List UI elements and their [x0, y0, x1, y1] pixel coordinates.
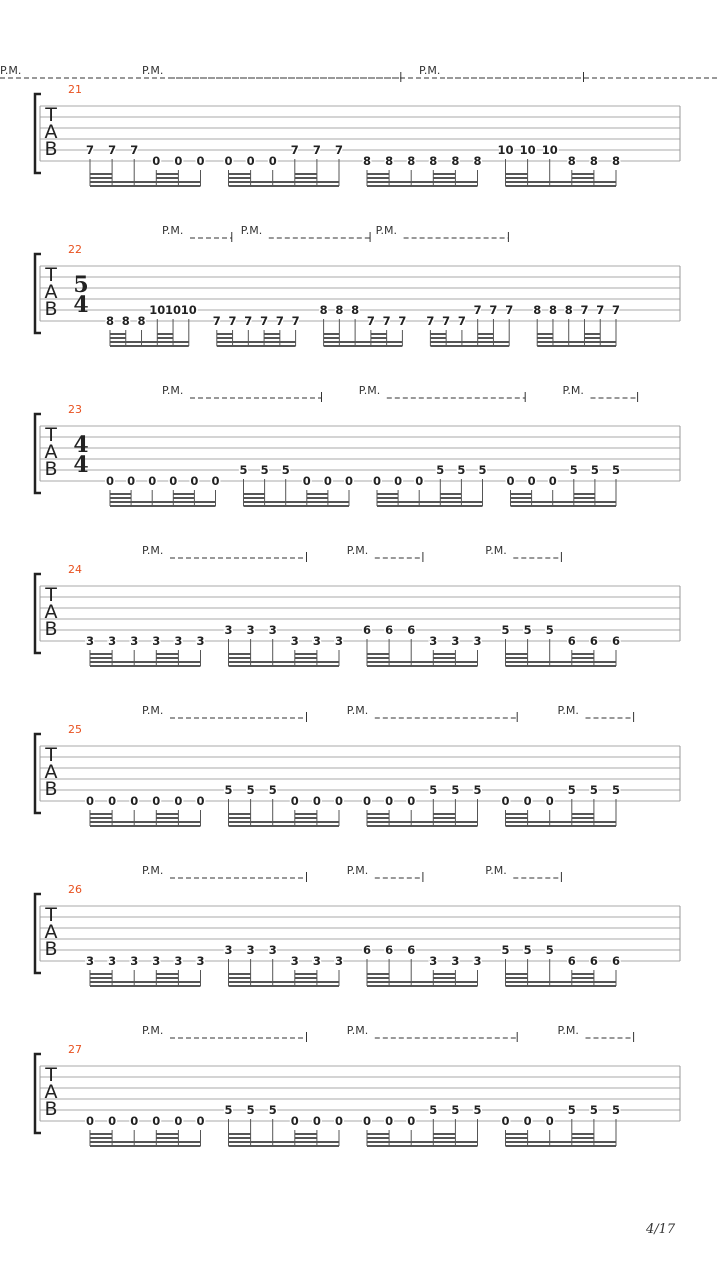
fret-number: 8 — [567, 154, 576, 168]
fret-number: 0 — [506, 474, 515, 488]
fret-number: 0 — [130, 794, 139, 808]
fret-number: 5 — [473, 783, 482, 797]
tab-system — [35, 864, 680, 986]
fret-number: 0 — [152, 1114, 161, 1128]
fret-number: 0 — [362, 794, 372, 808]
palm-mute-label: P.M. — [142, 1024, 164, 1037]
palm-mute-label: P.M. — [346, 1024, 369, 1037]
fret-number: 7 — [442, 314, 451, 328]
fret-number: 8 — [335, 303, 344, 317]
fret-number: 10 — [149, 303, 166, 317]
fret-number: 8 — [451, 154, 460, 168]
fret-number: 7 — [426, 314, 435, 328]
tab-system — [0, 64, 720, 186]
palm-mute-label: P.M. — [346, 864, 369, 877]
fret-number: 7 — [85, 143, 95, 157]
fret-number: 7 — [275, 314, 284, 328]
fret-number: 5 — [246, 1103, 255, 1117]
fret-number: 3 — [268, 623, 277, 637]
fret-number: 5 — [436, 463, 445, 477]
fret-number: 6 — [567, 954, 576, 968]
time-signature-bottom: 4 — [73, 292, 89, 318]
fret-number: 5 — [523, 623, 532, 637]
fret-number: 10 — [541, 143, 558, 157]
fret-number: 5 — [523, 943, 532, 957]
fret-number: 5 — [246, 783, 255, 797]
fret-number: 5 — [590, 463, 599, 477]
fret-number: 3 — [429, 634, 438, 648]
fret-number: 5 — [501, 943, 510, 957]
fret-number: 7 — [611, 303, 621, 317]
fret-number: 0 — [501, 1114, 510, 1128]
fret-number: 8 — [611, 154, 621, 168]
fret-number: 7 — [130, 143, 139, 157]
fret-number: 0 — [334, 1114, 344, 1128]
fret-number: 5 — [268, 1103, 277, 1117]
tab-clef-letter: A — [44, 121, 58, 143]
fret-number: 0 — [545, 794, 554, 808]
fret-number: 3 — [85, 634, 95, 648]
fret-number: 0 — [523, 794, 532, 808]
fret-number: 0 — [312, 1114, 321, 1128]
fret-number: 0 — [344, 474, 354, 488]
measure-number: 22 — [68, 243, 82, 256]
fret-number: 3 — [108, 634, 117, 648]
palm-mute-label: P.M. — [419, 64, 441, 77]
measure-number: 21 — [68, 83, 82, 96]
fret-number: 7 — [457, 314, 466, 328]
fret-number: 0 — [523, 1114, 532, 1128]
fret-number: 7 — [382, 314, 391, 328]
palm-mute-label: P.M. — [142, 704, 164, 717]
fret-number: 5 — [611, 1103, 621, 1117]
fret-number: 0 — [385, 794, 394, 808]
fret-number: 3 — [196, 634, 205, 648]
fret-number: 3 — [108, 954, 117, 968]
fret-number: 0 — [302, 474, 311, 488]
fret-number: 8 — [548, 303, 557, 317]
fret-number: 6 — [385, 623, 394, 637]
fret-number: 0 — [108, 1114, 117, 1128]
fret-number: 7 — [228, 314, 237, 328]
tab-clef-letter: B — [44, 778, 58, 800]
fret-number: 0 — [268, 154, 277, 168]
tab-clef-letter: T — [45, 584, 57, 606]
fret-number: 5 — [224, 1103, 233, 1117]
fret-number: 7 — [473, 303, 482, 317]
fret-number: 5 — [260, 463, 269, 477]
fret-number: 5 — [611, 463, 621, 477]
fret-number: 0 — [127, 474, 136, 488]
fret-number: 8 — [137, 314, 146, 328]
fret-number: 8 — [589, 154, 598, 168]
fret-number: 10 — [497, 143, 514, 157]
time-signature-top: 4 — [73, 432, 89, 458]
fret-number: 3 — [312, 634, 321, 648]
fret-number: 6 — [567, 634, 576, 648]
fret-number: 3 — [174, 954, 183, 968]
palm-mute-label: P.M. — [358, 384, 381, 397]
fret-number: 3 — [224, 943, 233, 957]
fret-number: 7 — [312, 143, 321, 157]
fret-number: 8 — [105, 314, 115, 328]
palm-mute-label: P.M. — [485, 864, 507, 877]
fret-number: 0 — [148, 474, 157, 488]
tab-clef-letter: T — [45, 104, 57, 126]
palm-mute-label: P.M. — [557, 1024, 579, 1037]
fret-number: 5 — [567, 783, 576, 797]
fret-number: 7 — [580, 303, 589, 317]
fret-number: 7 — [244, 314, 253, 328]
fret-number: 8 — [533, 303, 542, 317]
fret-number: 3 — [312, 954, 321, 968]
fret-number: 6 — [385, 943, 394, 957]
fret-number: 0 — [246, 154, 255, 168]
fret-number: 5 — [429, 1103, 438, 1117]
fret-number: 0 — [415, 474, 424, 488]
palm-mute-label: P.M. — [162, 384, 184, 397]
fret-number: 8 — [351, 303, 360, 317]
fret-number: 8 — [319, 303, 328, 317]
fret-number: 3 — [334, 634, 344, 648]
fret-number: 0 — [152, 794, 161, 808]
fret-number: 7 — [334, 143, 344, 157]
tab-clef-letter: A — [44, 441, 58, 463]
fret-number: 8 — [385, 154, 394, 168]
tab-clef-letter: B — [44, 298, 58, 320]
fret-number: 10 — [180, 303, 197, 317]
fret-number: 6 — [407, 943, 416, 957]
fret-number: 3 — [85, 954, 95, 968]
fret-number: 6 — [407, 623, 416, 637]
fret-number: 0 — [501, 794, 510, 808]
fret-number: 7 — [505, 303, 514, 317]
fret-number: 6 — [362, 943, 372, 957]
fret-number: 3 — [152, 634, 161, 648]
fret-number: 0 — [196, 794, 205, 808]
tab-clef-letter: T — [45, 424, 57, 446]
fret-number: 0 — [548, 474, 557, 488]
tab-clef-letter: A — [44, 281, 58, 303]
tab-system — [35, 1024, 680, 1146]
fret-number: 3 — [473, 954, 482, 968]
fret-number: 3 — [429, 954, 438, 968]
fret-number: 3 — [451, 634, 460, 648]
tab-system — [35, 704, 680, 826]
fret-number: 5 — [268, 783, 277, 797]
tab-clef-letter: T — [45, 1064, 57, 1086]
tab-system — [35, 224, 680, 346]
palm-mute-label: P.M. — [562, 384, 584, 397]
fret-number: 0 — [290, 794, 299, 808]
fret-number: 0 — [196, 1114, 205, 1128]
fret-number: 0 — [196, 154, 205, 168]
page-number: 4/17 — [646, 1222, 676, 1237]
fret-number: 8 — [564, 303, 573, 317]
palm-mute-label: P.M. — [485, 544, 507, 557]
fret-number: 5 — [478, 463, 487, 477]
fret-number: 0 — [85, 1114, 95, 1128]
fret-number: 5 — [429, 783, 438, 797]
fret-number: 3 — [152, 954, 161, 968]
fret-number: 8 — [473, 154, 482, 168]
fret-number: 0 — [105, 474, 115, 488]
fret-number: 10 — [519, 143, 536, 157]
time-signature-bottom: 4 — [73, 452, 89, 478]
fret-number: 3 — [246, 623, 255, 637]
palm-mute-label: P.M. — [240, 224, 263, 237]
fret-number: 3 — [290, 634, 299, 648]
fret-number: 5 — [545, 943, 554, 957]
fret-number: 0 — [190, 474, 199, 488]
fret-number: 6 — [611, 954, 621, 968]
fret-number: 7 — [260, 314, 269, 328]
fret-number: 0 — [312, 794, 321, 808]
fret-number: 8 — [362, 154, 372, 168]
fret-number: 7 — [489, 303, 498, 317]
palm-mute-label: P.M. — [142, 544, 164, 557]
fret-number: 7 — [596, 303, 605, 317]
fret-number: 5 — [611, 783, 621, 797]
fret-number: 8 — [429, 154, 438, 168]
fret-number: 0 — [130, 1114, 139, 1128]
fret-number: 6 — [589, 954, 598, 968]
fret-number: 5 — [451, 783, 460, 797]
fret-number: 5 — [501, 623, 510, 637]
fret-number: 3 — [130, 634, 139, 648]
fret-number: 5 — [589, 1103, 598, 1117]
tab-clef-letter: B — [44, 1098, 58, 1120]
tab-clef-letter: A — [44, 601, 58, 623]
fret-number: 0 — [545, 1114, 554, 1128]
tab-clef-letter: B — [44, 618, 58, 640]
fret-number: 0 — [407, 1114, 416, 1128]
fret-number: 7 — [108, 143, 117, 157]
fret-number: 3 — [268, 943, 277, 957]
palm-mute-label: P.M. — [346, 704, 369, 717]
fret-number: 0 — [385, 1114, 394, 1128]
fret-number: 5 — [567, 1103, 576, 1117]
fret-number: 6 — [589, 634, 598, 648]
fret-number: 0 — [334, 794, 344, 808]
palm-mute-label: P.M. — [142, 64, 164, 77]
fret-number: 0 — [362, 1114, 372, 1128]
fret-number: 3 — [174, 634, 183, 648]
fret-number: 3 — [246, 943, 255, 957]
fret-number: 3 — [290, 954, 299, 968]
tab-clef-letter: T — [45, 744, 57, 766]
fret-number: 0 — [169, 474, 178, 488]
fret-number: 3 — [196, 954, 205, 968]
fret-number: 0 — [372, 474, 382, 488]
tab-clef-letter: B — [44, 938, 58, 960]
fret-number: 0 — [407, 794, 416, 808]
fret-number: 0 — [394, 474, 403, 488]
measure-number: 25 — [68, 723, 82, 736]
time-signature-top: 5 — [73, 272, 89, 298]
fret-number: 5 — [473, 1103, 482, 1117]
measure-number: 24 — [68, 563, 82, 576]
fret-number: 5 — [589, 783, 598, 797]
palm-mute-label: P.M. — [375, 224, 398, 237]
fret-number: 0 — [290, 1114, 299, 1128]
fret-number: 5 — [239, 463, 248, 477]
fret-number: 7 — [290, 143, 299, 157]
fret-number: 10 — [165, 303, 182, 317]
fret-number: 5 — [457, 463, 466, 477]
palm-mute-label: P.M. — [142, 864, 164, 877]
fret-number: 0 — [211, 474, 220, 488]
fret-number: 8 — [407, 154, 416, 168]
measure-number: 23 — [68, 403, 82, 416]
fret-number: 0 — [174, 154, 183, 168]
fret-number: 0 — [527, 474, 536, 488]
fret-number: 5 — [451, 1103, 460, 1117]
fret-number: 5 — [281, 463, 290, 477]
fret-number: 0 — [108, 794, 117, 808]
fret-number: 6 — [362, 623, 372, 637]
fret-number: 0 — [152, 154, 161, 168]
fret-number: 3 — [224, 623, 233, 637]
fret-number: 7 — [212, 314, 221, 328]
fret-number: 7 — [291, 314, 300, 328]
tab-clef-letter: A — [44, 921, 58, 943]
palm-mute-label: P.M. — [0, 64, 22, 77]
tab-system — [35, 544, 680, 666]
fret-number: 7 — [366, 314, 375, 328]
palm-mute-label: P.M. — [346, 544, 369, 557]
tab-clef-letter: B — [44, 138, 58, 160]
tab-clef-letter: A — [44, 1081, 58, 1103]
tab-clef-letter: T — [45, 904, 57, 926]
fret-number: 3 — [130, 954, 139, 968]
tab-clef-letter: T — [45, 264, 57, 286]
fret-number: 6 — [611, 634, 621, 648]
tab-clef-letter: B — [44, 458, 58, 480]
fret-number: 7 — [398, 314, 407, 328]
fret-number: 3 — [451, 954, 460, 968]
fret-number: 0 — [174, 794, 183, 808]
tab-system — [35, 384, 680, 506]
fret-number: 0 — [224, 154, 233, 168]
palm-mute-label: P.M. — [162, 224, 184, 237]
fret-number: 5 — [545, 623, 554, 637]
measure-number: 26 — [68, 883, 82, 896]
fret-number: 5 — [569, 463, 578, 477]
fret-number: 5 — [224, 783, 233, 797]
fret-number: 3 — [473, 634, 482, 648]
palm-mute-label: P.M. — [557, 704, 579, 717]
fret-number: 8 — [121, 314, 130, 328]
measure-number: 27 — [68, 1043, 82, 1056]
fret-number: 0 — [85, 794, 95, 808]
fret-number: 0 — [174, 1114, 183, 1128]
fret-number: 0 — [323, 474, 332, 488]
tab-clef-letter: A — [44, 761, 58, 783]
fret-number: 3 — [334, 954, 344, 968]
